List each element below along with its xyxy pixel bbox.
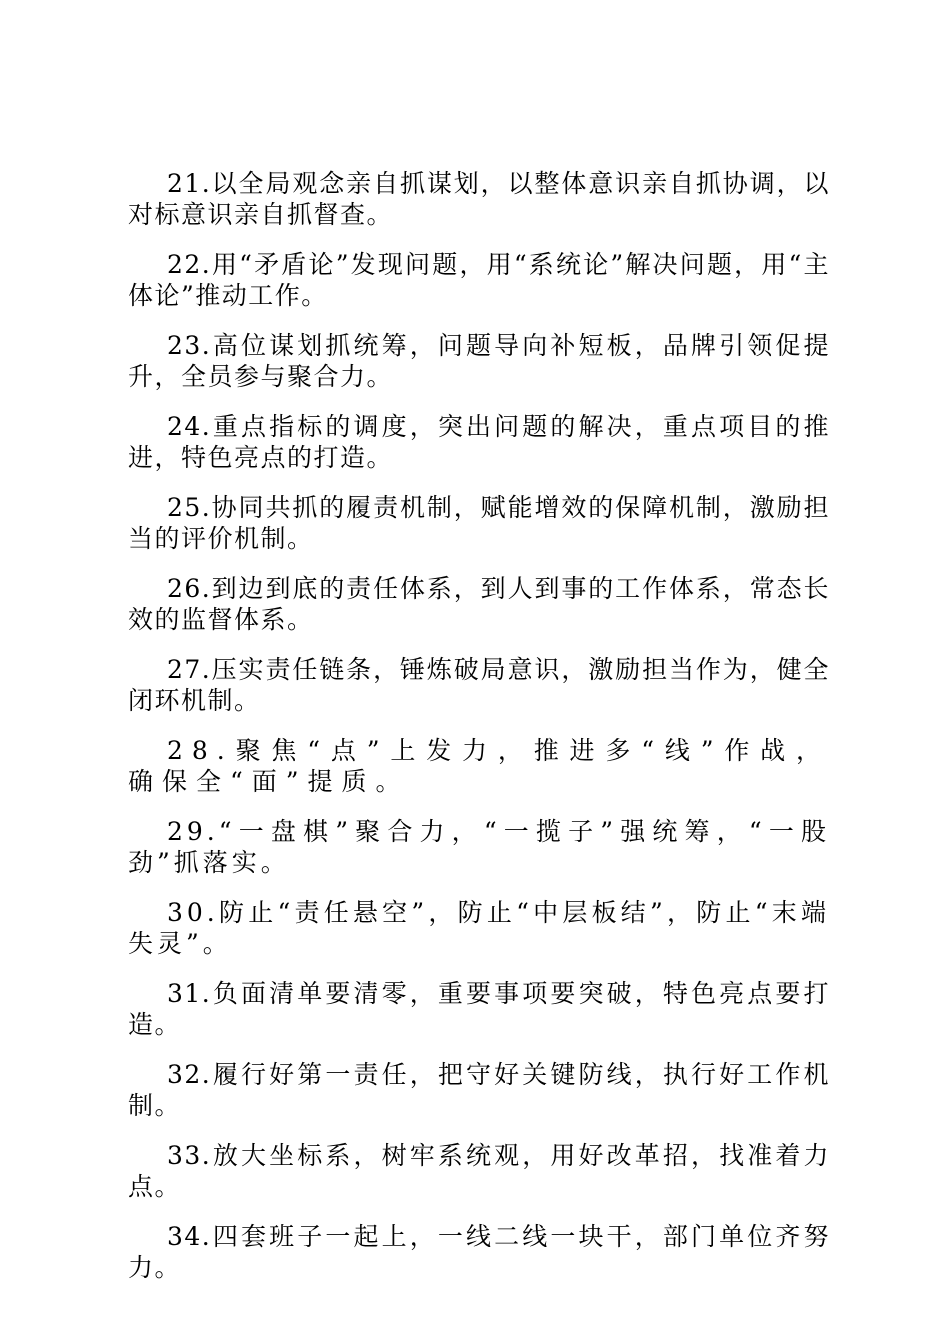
list-item-30: 30.防止“责任悬空”，防止“中层板结”，防止“末端失灵”。 xyxy=(128,898,830,958)
list-item-27: 27.压实责任链条，锤炼破局意识，激励担当作为，健全闭环机制。 xyxy=(128,655,830,715)
list-item-34: 34.四套班子一起上，一线二线一块干，部门单位齐努力。 xyxy=(128,1222,830,1282)
list-item-22: 22.用“矛盾论”发现问题，用“系统论”解决问题，用“主体论”推动工作。 xyxy=(128,250,830,310)
list-item-32: 32.履行好第一责任，把守好关键防线，执行好工作机制。 xyxy=(128,1060,830,1120)
list-item-28: 28.聚焦“点”上发力，推进多“线”作战，确保全“面”提质。 xyxy=(128,736,830,796)
list-item-25: 25.协同共抓的履责机制，赋能增效的保障机制，激励担当的评价机制。 xyxy=(128,493,830,553)
list-item-31: 31.负面清单要清零，重要事项要突破，特色亮点要打造。 xyxy=(128,979,830,1039)
list-item-23: 23.高位谋划抓统筹，问题导向补短板，品牌引领促提升，全员参与聚合力。 xyxy=(128,331,830,391)
list-item-24: 24.重点指标的调度，突出问题的解决，重点项目的推进，特色亮点的打造。 xyxy=(128,412,830,472)
list-item-33: 33.放大坐标系，树牢系统观，用好改革招，找准着力点。 xyxy=(128,1141,830,1201)
document-body xyxy=(128,168,830,1302)
list-item-29: 29.“一盘棋”聚合力，“一揽子”强统筹，“一股劲”抓落实。 xyxy=(128,817,830,877)
list-item-21: 21.以全局观念亲自抓谋划，以整体意识亲自抓协调，以对标意识亲自抓督查。 xyxy=(128,169,830,229)
list-item-26: 26.到边到底的责任体系，到人到事的工作体系，常态长效的监督体系。 xyxy=(128,574,830,634)
